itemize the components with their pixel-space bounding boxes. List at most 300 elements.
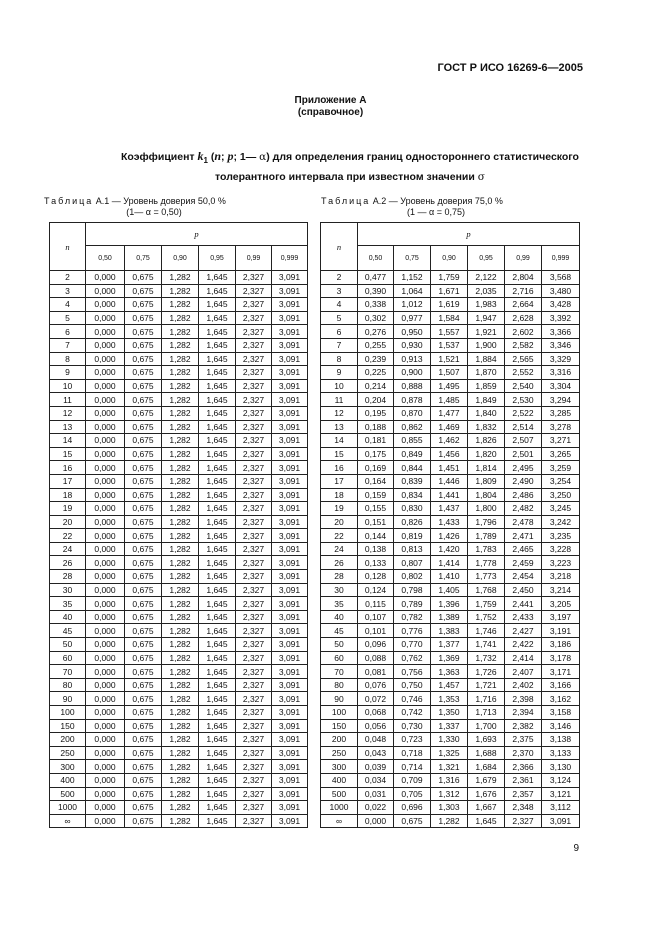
table-row xyxy=(321,461,580,475)
cell-k-value: 0,855 xyxy=(394,434,431,448)
cell-k-value: 1,721 xyxy=(468,678,505,692)
cell-k-value: 1,645 xyxy=(199,692,236,706)
cell-k-value: 1,282 xyxy=(162,746,199,760)
table-row xyxy=(50,638,308,652)
cell-k-value: 1,645 xyxy=(199,706,236,720)
cell-k-value: 2,361 xyxy=(505,773,542,787)
cell-k-value: 0,000 xyxy=(86,597,125,611)
table-row xyxy=(321,325,580,339)
cell-n: 8 xyxy=(321,352,358,366)
cell-n: 6 xyxy=(321,325,358,339)
cell-k-value: 0,151 xyxy=(358,515,394,529)
cell-k-value: 3,091 xyxy=(272,773,308,787)
cell-k-value: 2,327 xyxy=(236,366,272,380)
cell-k-value: 0,675 xyxy=(125,556,162,570)
cell-n: 3 xyxy=(50,284,86,298)
cell-k-value: 0,675 xyxy=(125,624,162,638)
cell-k-value: 1,645 xyxy=(199,733,236,747)
cell-n: 20 xyxy=(321,515,358,529)
cell-k-value: 0,849 xyxy=(394,447,431,461)
cell-k-value: 1,485 xyxy=(431,393,468,407)
cell-k-value: 1,495 xyxy=(431,379,468,393)
cell-k-value: 1,645 xyxy=(199,406,236,420)
table-a2-caption-confidence: (1 — α = 0,75) xyxy=(407,207,465,217)
table-a1-caption-text: А.1 — Уровень доверия 50,0 % xyxy=(93,196,226,206)
cell-k-value: 2,327 xyxy=(236,406,272,420)
cell-k-value: 2,450 xyxy=(505,583,542,597)
cell-k-value: 2,501 xyxy=(505,447,542,461)
cell-k-value: 0,675 xyxy=(125,338,162,352)
cell-k-value: 1,282 xyxy=(162,271,199,285)
cell-n: 60 xyxy=(50,651,86,665)
cell-k-value: 1,282 xyxy=(162,298,199,312)
cell-k-value: 3,091 xyxy=(272,529,308,543)
cell-k-value: 2,382 xyxy=(505,719,542,733)
cell-k-value: 1,456 xyxy=(431,447,468,461)
cell-k-value: 1,282 xyxy=(162,502,199,516)
table-row xyxy=(50,583,308,597)
cell-n: 7 xyxy=(50,338,86,352)
cell-n: 3 xyxy=(321,284,358,298)
table-row xyxy=(321,379,580,393)
cell-k-value: 3,091 xyxy=(272,311,308,325)
cell-k-value: 3,428 xyxy=(542,298,580,312)
cell-k-value: 0,000 xyxy=(86,719,125,733)
cell-k-value: 2,327 xyxy=(236,787,272,801)
table-row xyxy=(321,271,580,285)
table-row xyxy=(50,692,308,706)
cell-k-value: 0,723 xyxy=(394,733,431,747)
cell-k-value: 0,000 xyxy=(86,447,125,461)
cell-n: 24 xyxy=(50,542,86,556)
cell-k-value: 0,181 xyxy=(358,434,394,448)
cell-k-value: 3,091 xyxy=(272,801,308,815)
cell-k-value: 0,000 xyxy=(86,651,125,665)
cell-n: 50 xyxy=(321,638,358,652)
cell-k-value: 0,930 xyxy=(394,338,431,352)
cell-k-value: 3,091 xyxy=(272,692,308,706)
appendix-heading xyxy=(0,95,661,119)
cell-k-value: 3,235 xyxy=(542,529,580,543)
cell-k-value: 1,645 xyxy=(199,801,236,815)
cell-k-value: 1,947 xyxy=(468,311,505,325)
cell-k-value: 3,392 xyxy=(542,311,580,325)
table-a1-caption-confidence: (1— α = 0,50) xyxy=(126,207,182,217)
table-row xyxy=(321,284,580,298)
cell-k-value: 0,072 xyxy=(358,692,394,706)
cell-k-value: 1,410 xyxy=(431,570,468,584)
cell-n: 28 xyxy=(50,570,86,584)
main-title xyxy=(40,148,660,186)
cell-k-value: 0,477 xyxy=(358,271,394,285)
cell-k-value: 0,000 xyxy=(86,366,125,380)
cell-n: 90 xyxy=(50,692,86,706)
cell-k-value: 1,321 xyxy=(431,760,468,774)
cell-k-value: 1,282 xyxy=(162,379,199,393)
cell-k-value: 2,327 xyxy=(236,814,272,828)
cell-k-value: 3,162 xyxy=(542,692,580,706)
cell-k-value: 2,327 xyxy=(236,338,272,352)
cell-k-value: 2,122 xyxy=(468,271,505,285)
cell-k-value: 0,000 xyxy=(86,706,125,720)
table-row xyxy=(321,651,580,665)
cell-n: 22 xyxy=(321,529,358,543)
cell-k-value: 3,091 xyxy=(272,746,308,760)
cell-n: 80 xyxy=(321,678,358,692)
cell-k-value: 0,000 xyxy=(86,692,125,706)
cell-n: 16 xyxy=(321,461,358,475)
cell-k-value: 1,282 xyxy=(162,597,199,611)
cell-k-value: 1,316 xyxy=(431,773,468,787)
cell-k-value: 1,759 xyxy=(468,597,505,611)
cell-k-value: 0,034 xyxy=(358,773,394,787)
table-row xyxy=(321,529,580,543)
cell-n: 35 xyxy=(50,597,86,611)
cell-k-value: 1,645 xyxy=(199,542,236,556)
column-header-p: p xyxy=(358,223,580,246)
cell-k-value: 0,913 xyxy=(394,352,431,366)
table-row xyxy=(321,352,580,366)
cell-k-value: 1,426 xyxy=(431,529,468,543)
cell-k-value: 0,188 xyxy=(358,420,394,434)
cell-k-value: 3,091 xyxy=(272,814,308,828)
cell-n: 17 xyxy=(50,474,86,488)
cell-k-value: 0,750 xyxy=(394,678,431,692)
cell-k-value: 2,422 xyxy=(505,638,542,652)
cell-k-value: 0,000 xyxy=(86,733,125,747)
table-row xyxy=(50,746,308,760)
cell-k-value: 1,840 xyxy=(468,406,505,420)
cell-n: 40 xyxy=(321,610,358,624)
cell-k-value: 1,282 xyxy=(162,801,199,815)
cell-k-value: 1,282 xyxy=(162,393,199,407)
cell-k-value: 0,675 xyxy=(125,284,162,298)
table-row xyxy=(321,746,580,760)
cell-k-value: 1,282 xyxy=(162,610,199,624)
cell-k-value: 2,327 xyxy=(236,325,272,339)
cell-k-value: 0,068 xyxy=(358,706,394,720)
table-row xyxy=(50,488,308,502)
cell-k-value: 3,346 xyxy=(542,338,580,352)
table-row xyxy=(321,338,580,352)
cell-k-value: 0,675 xyxy=(125,271,162,285)
cell-k-value: 1,282 xyxy=(162,692,199,706)
cell-n: 4 xyxy=(321,298,358,312)
cell-n: 150 xyxy=(50,719,86,733)
cell-k-value: 0,144 xyxy=(358,529,394,543)
cell-k-value: 1,688 xyxy=(468,746,505,760)
cell-k-value: 0,000 xyxy=(86,284,125,298)
cell-k-value: 1,789 xyxy=(468,529,505,543)
cell-k-value: 1,282 xyxy=(162,447,199,461)
table-a1 xyxy=(49,222,308,828)
column-header-p-value: 0,99 xyxy=(505,246,542,271)
table-a1-body xyxy=(50,271,308,828)
cell-k-value: 1,768 xyxy=(468,583,505,597)
table-row xyxy=(321,447,580,461)
cell-k-value: 1,282 xyxy=(431,814,468,828)
cell-k-value: 2,804 xyxy=(505,271,542,285)
table-row xyxy=(321,570,580,584)
cell-k-value: 1,645 xyxy=(199,556,236,570)
cell-k-value: 1,832 xyxy=(468,420,505,434)
cell-k-value: 1,282 xyxy=(162,434,199,448)
cell-k-value: 2,327 xyxy=(236,746,272,760)
cell-n: 26 xyxy=(50,556,86,570)
symbol-sigma: σ xyxy=(477,171,485,184)
cell-k-value: 2,394 xyxy=(505,706,542,720)
column-header-n: n xyxy=(321,223,358,271)
cell-k-value: 1,921 xyxy=(468,325,505,339)
table-row xyxy=(50,284,308,298)
cell-k-value: 0,000 xyxy=(86,352,125,366)
cell-n: 1000 xyxy=(50,801,86,815)
cell-k-value: 0,000 xyxy=(86,570,125,584)
cell-k-value: 3,130 xyxy=(542,760,580,774)
cell-k-value: 2,327 xyxy=(236,570,272,584)
cell-k-value: 0,000 xyxy=(86,678,125,692)
cell-k-value: 3,218 xyxy=(542,570,580,584)
cell-k-value: 1,282 xyxy=(162,488,199,502)
cell-k-value: 2,327 xyxy=(236,665,272,679)
cell-k-value: 1,282 xyxy=(162,352,199,366)
cell-n: 30 xyxy=(50,583,86,597)
cell-k-value: 2,454 xyxy=(505,570,542,584)
cell-n: 15 xyxy=(50,447,86,461)
cell-k-value: 2,327 xyxy=(236,583,272,597)
cell-k-value: 1,773 xyxy=(468,570,505,584)
cell-k-value: 0,214 xyxy=(358,379,394,393)
cell-k-value: 0,675 xyxy=(125,801,162,815)
cell-k-value: 1,645 xyxy=(199,488,236,502)
cell-k-value: 1,441 xyxy=(431,488,468,502)
cell-k-value: 1,282 xyxy=(162,420,199,434)
cell-k-value: 1,645 xyxy=(199,651,236,665)
cell-k-value: 0,807 xyxy=(394,556,431,570)
cell-k-value: 1,645 xyxy=(199,502,236,516)
cell-n: 60 xyxy=(321,651,358,665)
cell-k-value: 0,039 xyxy=(358,760,394,774)
cell-k-value: 3,091 xyxy=(272,502,308,516)
cell-k-value: 1,645 xyxy=(199,379,236,393)
cell-k-value: 0,675 xyxy=(125,515,162,529)
cell-k-value: 1,457 xyxy=(431,678,468,692)
cell-k-value: 1,477 xyxy=(431,406,468,420)
table-row xyxy=(50,474,308,488)
cell-k-value: 3,214 xyxy=(542,583,580,597)
symbol-p: p xyxy=(227,149,234,163)
cell-k-value: 0,000 xyxy=(86,787,125,801)
table-row xyxy=(50,325,308,339)
cell-n: 19 xyxy=(321,502,358,516)
table-row xyxy=(50,406,308,420)
cell-k-value: 0,844 xyxy=(394,461,431,475)
table-row xyxy=(50,352,308,366)
cell-n: 11 xyxy=(321,393,358,407)
cell-k-value: 2,327 xyxy=(236,515,272,529)
cell-n: 5 xyxy=(321,311,358,325)
cell-k-value: 2,327 xyxy=(236,352,272,366)
cell-n: 8 xyxy=(50,352,86,366)
cell-n: 500 xyxy=(50,787,86,801)
cell-k-value: 3,091 xyxy=(272,665,308,679)
cell-n: 13 xyxy=(321,420,358,434)
cell-k-value: 0,675 xyxy=(125,420,162,434)
cell-n: 9 xyxy=(50,366,86,380)
cell-k-value: 0,675 xyxy=(125,298,162,312)
cell-k-value: 0,888 xyxy=(394,379,431,393)
table-row xyxy=(50,706,308,720)
cell-k-value: 3,091 xyxy=(272,406,308,420)
cell-k-value: 2,370 xyxy=(505,746,542,760)
cell-k-value: 0,675 xyxy=(125,651,162,665)
cell-k-value: 3,091 xyxy=(272,284,308,298)
cell-k-value: 1,645 xyxy=(199,366,236,380)
cell-k-value: 0,000 xyxy=(358,814,394,828)
cell-k-value: 2,582 xyxy=(505,338,542,352)
cell-k-value: 1,645 xyxy=(199,678,236,692)
cell-k-value: 1,282 xyxy=(162,678,199,692)
cell-k-value: 1,353 xyxy=(431,692,468,706)
cell-k-value: 0,839 xyxy=(394,474,431,488)
cell-k-value: 1,282 xyxy=(162,624,199,638)
page-number: 9 xyxy=(573,843,579,854)
cell-k-value: 1,693 xyxy=(468,733,505,747)
cell-k-value: 1,383 xyxy=(431,624,468,638)
cell-k-value: 1,983 xyxy=(468,298,505,312)
cell-k-value: 1,645 xyxy=(199,665,236,679)
cell-k-value: 3,197 xyxy=(542,610,580,624)
cell-k-value: 0,155 xyxy=(358,502,394,516)
cell-k-value: 1,826 xyxy=(468,434,505,448)
cell-k-value: 1,645 xyxy=(199,434,236,448)
cell-k-value: 0,276 xyxy=(358,325,394,339)
cell-k-value: 1,870 xyxy=(468,366,505,380)
cell-k-value: 1,325 xyxy=(431,746,468,760)
cell-k-value: 1,884 xyxy=(468,352,505,366)
cell-k-value: 1,282 xyxy=(162,787,199,801)
column-header-p: p xyxy=(86,223,308,246)
cell-k-value: 0,819 xyxy=(394,529,431,543)
cell-k-value: 1,312 xyxy=(431,787,468,801)
cell-k-value: 2,459 xyxy=(505,556,542,570)
cell-n: 90 xyxy=(321,692,358,706)
cell-n: 70 xyxy=(50,665,86,679)
cell-k-value: 1,859 xyxy=(468,379,505,393)
cell-k-value: 0,709 xyxy=(394,773,431,787)
table-row xyxy=(50,447,308,461)
cell-n: 100 xyxy=(321,706,358,720)
cell-k-value: 2,327 xyxy=(236,447,272,461)
cell-k-value: 0,675 xyxy=(394,814,431,828)
cell-n: 20 xyxy=(50,515,86,529)
cell-k-value: 3,254 xyxy=(542,474,580,488)
cell-k-value: 1,619 xyxy=(431,298,468,312)
cell-n: 19 xyxy=(50,502,86,516)
table-row xyxy=(50,311,308,325)
cell-k-value: 0,675 xyxy=(125,665,162,679)
cell-k-value: 1,645 xyxy=(199,447,236,461)
cell-k-value: 3,568 xyxy=(542,271,580,285)
cell-k-value: 1,645 xyxy=(199,719,236,733)
cell-k-value: 3,166 xyxy=(542,678,580,692)
cell-k-value: 0,862 xyxy=(394,420,431,434)
cell-k-value: 3,091 xyxy=(272,610,308,624)
cell-k-value: 3,158 xyxy=(542,706,580,720)
cell-k-value: 1,414 xyxy=(431,556,468,570)
column-header-p-value: 0,50 xyxy=(86,246,125,271)
cell-k-value: 3,278 xyxy=(542,420,580,434)
table-row xyxy=(50,610,308,624)
cell-n: 7 xyxy=(321,338,358,352)
cell-k-value: 0,115 xyxy=(358,597,394,611)
cell-k-value: 1,064 xyxy=(394,284,431,298)
table-row xyxy=(50,787,308,801)
cell-k-value: 1,330 xyxy=(431,733,468,747)
cell-k-value: 3,205 xyxy=(542,597,580,611)
symbol-k-subscript: 1 xyxy=(203,156,208,166)
table-a2-caption xyxy=(321,196,551,218)
cell-k-value: 0,675 xyxy=(125,406,162,420)
cell-k-value: 0,255 xyxy=(358,338,394,352)
cell-k-value: 2,398 xyxy=(505,692,542,706)
cell-k-value: 2,495 xyxy=(505,461,542,475)
cell-k-value: 3,091 xyxy=(272,787,308,801)
cell-k-value: 1,282 xyxy=(162,542,199,556)
cell-k-value: 3,242 xyxy=(542,515,580,529)
cell-k-value: 1,645 xyxy=(199,461,236,475)
cell-k-value: 0,675 xyxy=(125,773,162,787)
cell-k-value: 1,676 xyxy=(468,787,505,801)
cell-k-value: 0,390 xyxy=(358,284,394,298)
cell-k-value: 2,327 xyxy=(236,624,272,638)
cell-k-value: 2,664 xyxy=(505,298,542,312)
cell-k-value: 0,675 xyxy=(125,447,162,461)
cell-k-value: 0,878 xyxy=(394,393,431,407)
column-header-p-value: 0,50 xyxy=(358,246,394,271)
cell-k-value: 1,369 xyxy=(431,651,468,665)
table-row xyxy=(321,515,580,529)
cell-k-value: 0,950 xyxy=(394,325,431,339)
symbol-n: n xyxy=(214,149,222,163)
cell-k-value: 3,091 xyxy=(272,583,308,597)
cell-n: 9 xyxy=(321,366,358,380)
cell-k-value: 0,830 xyxy=(394,502,431,516)
cell-k-value: 3,091 xyxy=(272,379,308,393)
cell-k-value: 3,171 xyxy=(542,665,580,679)
table-row xyxy=(321,542,580,556)
cell-n: 500 xyxy=(321,787,358,801)
cell-k-value: 1,469 xyxy=(431,420,468,434)
table-row xyxy=(321,814,580,828)
cell-k-value: 0,789 xyxy=(394,597,431,611)
cell-n: 10 xyxy=(321,379,358,393)
cell-k-value: 3,178 xyxy=(542,651,580,665)
cell-k-value: 3,259 xyxy=(542,461,580,475)
cell-k-value: 3,228 xyxy=(542,542,580,556)
cell-n: 28 xyxy=(321,570,358,584)
cell-n: 250 xyxy=(50,746,86,760)
cell-n: 1000 xyxy=(321,801,358,815)
cell-k-value: 2,522 xyxy=(505,406,542,420)
column-header-p-value: 0,999 xyxy=(272,246,308,271)
cell-k-value: 0,000 xyxy=(86,814,125,828)
cell-k-value: 0,000 xyxy=(86,583,125,597)
table-row xyxy=(321,706,580,720)
cell-k-value: 0,081 xyxy=(358,665,394,679)
cell-k-value: 3,091 xyxy=(272,366,308,380)
table-row xyxy=(50,502,308,516)
